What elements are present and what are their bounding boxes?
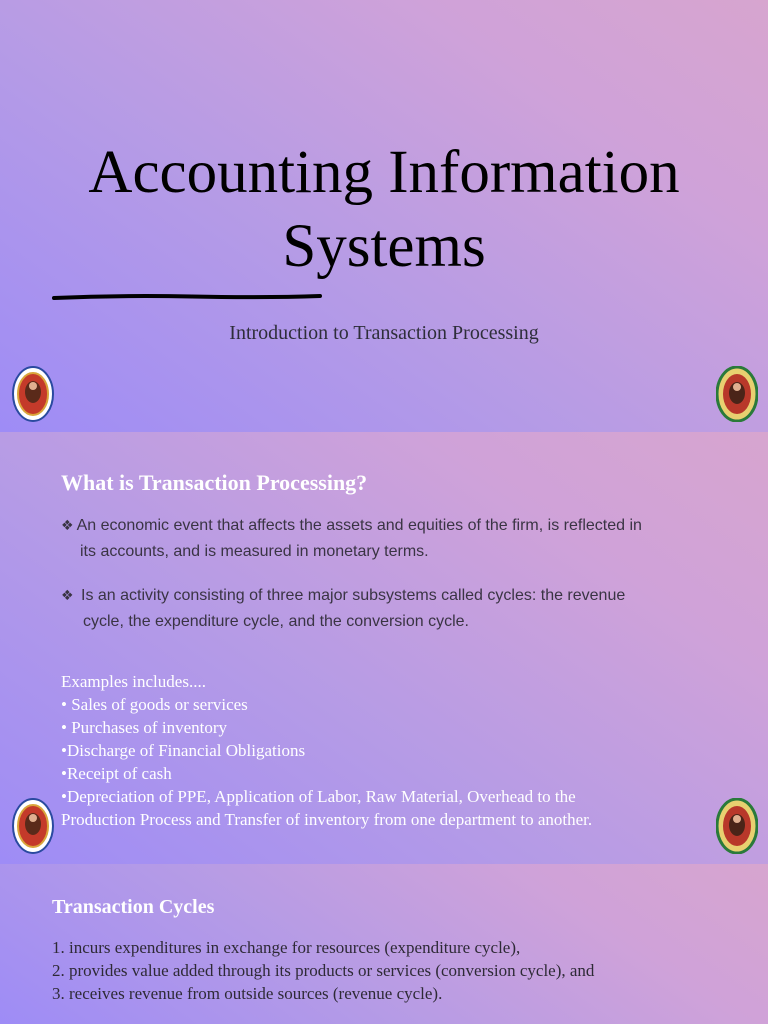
list-item: 3. receives revenue from outside sources (revenue cycle).	[52, 984, 443, 1003]
madonna-seal-icon	[716, 798, 758, 854]
examples-intro: Examples includes....	[61, 672, 206, 691]
list-item: •Depreciation of PPE, Application of Labor, Raw Material, Overhead to the	[61, 787, 576, 806]
title-line-2: Systems	[282, 213, 486, 280]
slide-heading: What is Transaction Processing?	[61, 470, 368, 495]
list-item: •Discharge of Financial Obligations	[61, 741, 306, 760]
madonna-seal-icon	[716, 366, 758, 422]
university-seal-icon	[12, 366, 54, 422]
list-item: • Sales of goods or services	[61, 695, 248, 714]
bullet-1-line-1: An economic event that affects the assets and equities of the firm, is reflected in	[76, 517, 642, 534]
bullet-2	[61, 583, 741, 634]
transaction-processing-slide	[0, 432, 768, 864]
slide-subtitle: Introduction to Transaction Processing	[229, 322, 539, 344]
bullet-2-line-2: cycle, the expenditure cycle, and the conversion cycle.	[83, 613, 469, 630]
diamond-bullet-icon: ❖	[61, 518, 74, 534]
slide-title	[0, 136, 768, 284]
list-item: 1. incurs expenditures in exchange for resources (expenditure cycle),	[52, 938, 521, 957]
title-line-1: Accounting Information	[88, 139, 680, 206]
cycle-list	[52, 936, 752, 1005]
list-item: • Purchases of inventory	[61, 718, 227, 737]
bullet-2-line-1: Is an activity consisting of three major subsystems called cycles: the revenue	[76, 587, 626, 604]
bullet-1	[61, 513, 741, 564]
university-seal-icon	[12, 798, 54, 854]
examples-list	[61, 670, 741, 831]
list-item: Production Process and Transfer of inventory from one department to another.	[61, 810, 593, 829]
list-item: •Receipt of cash	[61, 764, 172, 783]
title-underline	[52, 294, 322, 300]
diamond-bullet-icon: ❖	[61, 588, 74, 604]
title-slide	[0, 0, 768, 432]
bullet-1-line-2: its accounts, and is measured in monetary terms.	[80, 543, 429, 560]
list-item: 2. provides value added through its products or services (conversion cycle), and	[52, 961, 595, 980]
transaction-cycles-slide	[0, 864, 768, 1024]
slide-heading: Transaction Cycles	[52, 896, 215, 918]
